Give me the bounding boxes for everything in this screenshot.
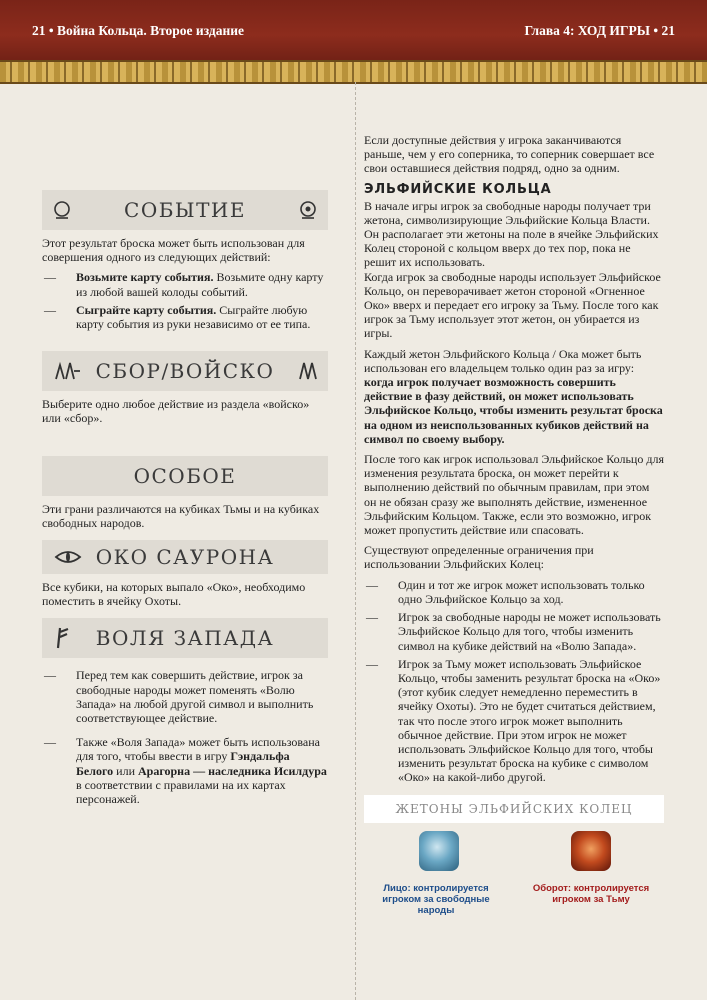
elven-rings-title: ЭЛЬФИЙСКИЕ КОЛЬЦА xyxy=(364,181,552,197)
ornament-border xyxy=(0,60,707,84)
eye-text: Все кубики, на которых выпало «Око», необходимо поместить в ячейку Охоты. xyxy=(42,580,306,609)
event-list xyxy=(42,270,328,331)
right-column xyxy=(364,133,664,921)
list-item: — Перед тем как совершить действие, игрок за свободные народы может поменять «Волю Запада» на любой другой символ и выполнить соответствующее действие. xyxy=(44,668,314,726)
list-item: — Один и тот же игрок может использовать только одно Эльфийское Кольцо за ход. xyxy=(366,577,645,606)
item-bold: Арагорна — наследника Исилдура xyxy=(138,763,327,778)
will-title: ВОЛЯ ЗАПАДА xyxy=(95,626,275,651)
elven-ring-token-front xyxy=(419,831,459,871)
list-item: — Возьмите карту события. Возьмите одну карту из любой вашей колоды событий. xyxy=(44,270,324,299)
list-item: — Сыграйте карту события. Сыграйте любую карту события из руки независимо от ее типа. xyxy=(44,302,311,332)
list-item: — Также «Воля Запада» может быть использована для того, чтобы ввести в игру Гэндальфа Белого или Арагорна — наследника Исилдура в соответствии с правилами на их картах персонажей. xyxy=(44,735,327,807)
special-heading xyxy=(42,456,328,496)
eye-palantir-icon xyxy=(296,198,320,222)
token-front-caption: Лицо: контролируется игроком за свободные народы xyxy=(382,882,490,916)
right-intro: Если доступные действия у игрока заканчиваются раньше, чем у его соперника, то соперник совершает все свои оставшиеся действия подряд, одно за одним. xyxy=(364,133,655,176)
special-title: ОСОБОЕ xyxy=(133,463,237,488)
muster-army-icon xyxy=(54,361,82,381)
will-list xyxy=(42,668,328,806)
army-icon xyxy=(296,359,320,383)
fiery-eye-token-back xyxy=(571,831,611,871)
column-divider xyxy=(355,82,357,1000)
item-text: в соответствии с правилами на их картах персонажей. xyxy=(76,777,286,807)
eye-title: ОКО САУРОНА xyxy=(95,545,275,570)
event-title: СОБЫТИЕ xyxy=(124,198,246,222)
header-right: Глава 4: ХОД ИГРЫ • 21 xyxy=(524,23,675,38)
token-back-caption: Оборот: контролируется игроком за Тьму xyxy=(532,882,650,905)
elven-p1: В начале игры игрок за свободные народы получает три жетона, символизирующие Эльфийские Кольца Власти. Он располагает эти жетоны на поле в ячейке Эльфийских Колец стороной с кольцом вверх до тех пор, пока не решит их использовать. xyxy=(364,198,659,270)
event-intro: Этот результат броска может быть использован для совершения одного из следующих действий: xyxy=(42,236,305,265)
tokens-figure xyxy=(364,831,664,921)
header-left: 21 • Война Кольца. Второе издание xyxy=(32,23,245,38)
elven-p2: Когда игрок за свободные народы использует Эльфийское Кольцо, он переворачивает жетон стороной «Огненное Око» вверх и передает его игроку за Тьму. После того как игрок за Тьму использует этот жетон, он убирается из игры. xyxy=(364,269,661,341)
p3-bold: когда игрок получает возможность совершить действие в фазу действий, он может использовать Эльфийское Кольцо, чтобы изменить результат броска на одном из неиспользованных кубиков действий на символ по своему выбору. xyxy=(364,375,663,446)
item-text: Один и тот же игрок может использовать только одно Эльфийское Кольцо за ход. xyxy=(398,577,645,606)
item-text: или xyxy=(113,763,138,778)
special-text: Эти грани различаются на кубиках Тьмы и на кубиках свободных народов. xyxy=(42,501,320,530)
item-text: Сыграйте любую карту события из руки независимо от ее типа. xyxy=(76,302,311,332)
event-heading xyxy=(42,190,328,230)
eye-icon xyxy=(54,547,82,567)
will-heading xyxy=(42,618,328,658)
rune-icon xyxy=(50,626,74,650)
item-text: Перед тем как совершить действие, игрок за свободные народы может поменять «Волю Запада» на любой другой символ и выполнить соответствующее действие. xyxy=(76,668,314,726)
palantir-icon xyxy=(50,198,74,222)
eye-heading xyxy=(42,540,328,574)
item-text: Также «Воля Запада» может быть использована для того, чтобы ввести в игру xyxy=(76,735,320,764)
elven-p4: После того как игрок использовал Эльфийское Кольцо для изменения результата броска, он может перейти к выполнению действий по обычным правилам, при этом он не обязан сразу же выполнять действие, измененное Эльфийским Кольцом. Также, если это возможно, игрок может пропустить действие или спасовать. xyxy=(364,452,664,538)
elven-p5: Существуют определенные ограничения при использовании Эльфийских Колец: xyxy=(364,543,594,572)
muster-title: СБОР/ВОЙСКО xyxy=(95,359,275,384)
item-text: Игрок за Тьму может использовать Эльфийское Кольцо, чтобы заменить результат броска на «Око» (этот кубик следует немедленно переместить в ячейку Охоты). Это не будет считаться действием, так что после этого игрок может выполнить обычное действие. При этом игрок не может использовать Эльфийское Кольцо для того, чтобы изменить результат броска на кубике с символом «Око» на какой-либо другой. xyxy=(398,656,661,785)
item-bold: Сыграйте карту события. xyxy=(76,302,217,317)
muster-text: Выберите одно любое действие из раздела «войско» или «сбор». xyxy=(42,397,310,426)
item-bold: Возьмите карту события. xyxy=(76,270,214,285)
item-text: Игрок за свободные народы не может использовать Эльфийское Кольцо для того, чтобы изменить символ на кубике действий на «Волю Запада». xyxy=(398,610,661,653)
p3-text: Каждый жетон Эльфийского Кольца / Ока может быть использован его владельцем только один раз за игру: xyxy=(364,346,642,375)
muster-heading xyxy=(42,351,328,391)
page-header xyxy=(0,0,707,64)
tokens-heading: ЖЕТОНЫ ЭЛЬФИЙСКИХ КОЛЕЦ xyxy=(364,795,664,823)
list-item: — Игрок за Тьму может использовать Эльфийское Кольцо, чтобы заменить результат броска на «Око» (этот кубик следует немедленно переместить в ячейку Охоты). Это не будет считаться действием, так что после этого игрок может выполнить обычное действие. При этом игрок не может использовать Эльфийское Кольцо для того, чтобы изменить результат броска на кубике с символом «Око» на какой-либо другой. xyxy=(366,656,661,785)
elven-p3 xyxy=(364,347,664,446)
left-column xyxy=(42,190,328,812)
item-bold: Гэндальфа Белого xyxy=(76,749,290,778)
item-text: Возьмите одну карту из любой вашей колоды событий. xyxy=(76,270,324,299)
restrictions-list xyxy=(364,578,664,785)
list-item: — Игрок за свободные народы не может использовать Эльфийское Кольцо для того, чтобы изменить символ на кубике действий на «Волю Запада». xyxy=(366,610,661,653)
